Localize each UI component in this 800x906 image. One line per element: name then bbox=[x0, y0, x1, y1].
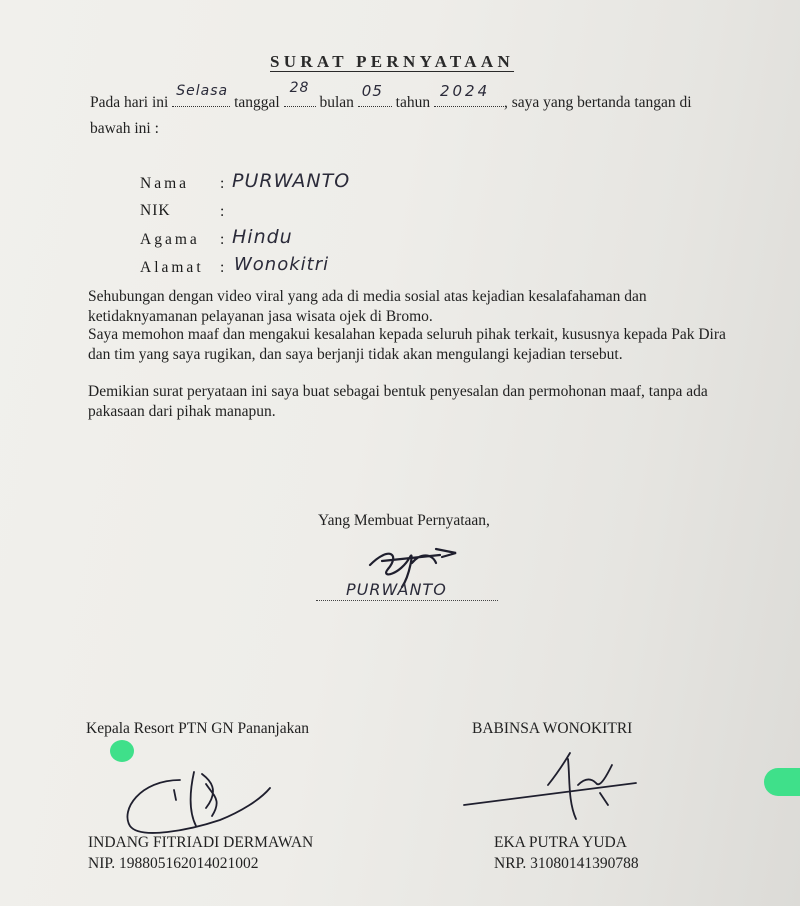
year-value: 2024 bbox=[439, 82, 491, 100]
field-value-nama: PURWANTO bbox=[232, 170, 351, 192]
maker-name: PURWANTO bbox=[346, 580, 447, 599]
year-field bbox=[434, 82, 504, 107]
right-signatory-name: EKA PUTRA YUDA bbox=[494, 834, 627, 851]
month-value: 05 bbox=[361, 82, 383, 100]
field-value-alamat: Wonokitri bbox=[234, 254, 330, 275]
date-field bbox=[284, 80, 316, 107]
day-value: Selasa bbox=[176, 83, 229, 99]
opening-line-2: bawah ini : bbox=[90, 120, 159, 137]
bulan-label: bulan bbox=[319, 94, 354, 111]
right-signatory-id: NRP. 31080141390788 bbox=[494, 855, 639, 872]
field-label-nama: Nama bbox=[140, 175, 190, 192]
field-label-alamat: Alamat bbox=[140, 259, 204, 276]
maker-heading: Yang Membuat Pernyataan, bbox=[318, 512, 490, 529]
statement-paragraph-3 bbox=[88, 382, 733, 422]
opening-suffix: , saya yang bertanda tangan di bbox=[503, 94, 692, 111]
tahun-label: tahun bbox=[395, 94, 431, 111]
day-field bbox=[172, 83, 230, 107]
left-signature bbox=[110, 760, 280, 845]
month-field bbox=[358, 82, 392, 107]
left-signatory-position: Kepala Resort PTN GN Pananjakan bbox=[86, 720, 309, 737]
colon: : bbox=[220, 203, 225, 220]
colon: : bbox=[220, 231, 225, 248]
statement-text: Demikian surat peryataan ini saya buat sebagai bentuk penyesalan dan permohonan maaf, tanpa ada pakasaan dari pihak manapun. bbox=[88, 383, 708, 420]
field-value-agama: Hindu bbox=[232, 226, 293, 248]
date-value: 28 bbox=[289, 80, 310, 96]
right-signature bbox=[460, 745, 640, 830]
left-signatory-id: NIP. 198805162014021002 bbox=[88, 855, 259, 872]
maker-signature-line bbox=[316, 600, 498, 601]
statement-paragraph-2 bbox=[88, 325, 733, 365]
highlight-marker bbox=[110, 740, 134, 762]
left-signatory-name: INDANG FITRIADI DERMAWAN bbox=[88, 834, 314, 851]
opening-prefix: Pada hari ini bbox=[90, 94, 169, 111]
colon: : bbox=[220, 259, 225, 276]
document-title: SURAT PERNYATAAN bbox=[270, 52, 515, 71]
tanggal-label: tanggal bbox=[234, 94, 280, 111]
opening-line bbox=[90, 80, 692, 112]
field-label-nik: NIK bbox=[140, 202, 171, 219]
right-signatory-position: BABINSA WONOKITRI bbox=[472, 720, 633, 737]
field-label-agama: Agama bbox=[140, 231, 200, 248]
statement-paragraph-1 bbox=[88, 287, 733, 327]
statement-text: Sehubungan dengan video viral yang ada di media sosial atas kejadian kesalafahaman dan ketidaknyamanan pelayanan jasa wisata ojek di Bromo. bbox=[88, 288, 647, 325]
colon: : bbox=[220, 175, 225, 192]
statement-text: Saya memohon maaf dan mengakui kesalahan kepada seluruh pihak terkait, kususnya kepada Pak Dira dan tim yang saya rugikan, dan saya berjanji tidak akan mengulangi kejadian tersebut. bbox=[88, 326, 726, 363]
highlight-marker bbox=[764, 768, 800, 796]
